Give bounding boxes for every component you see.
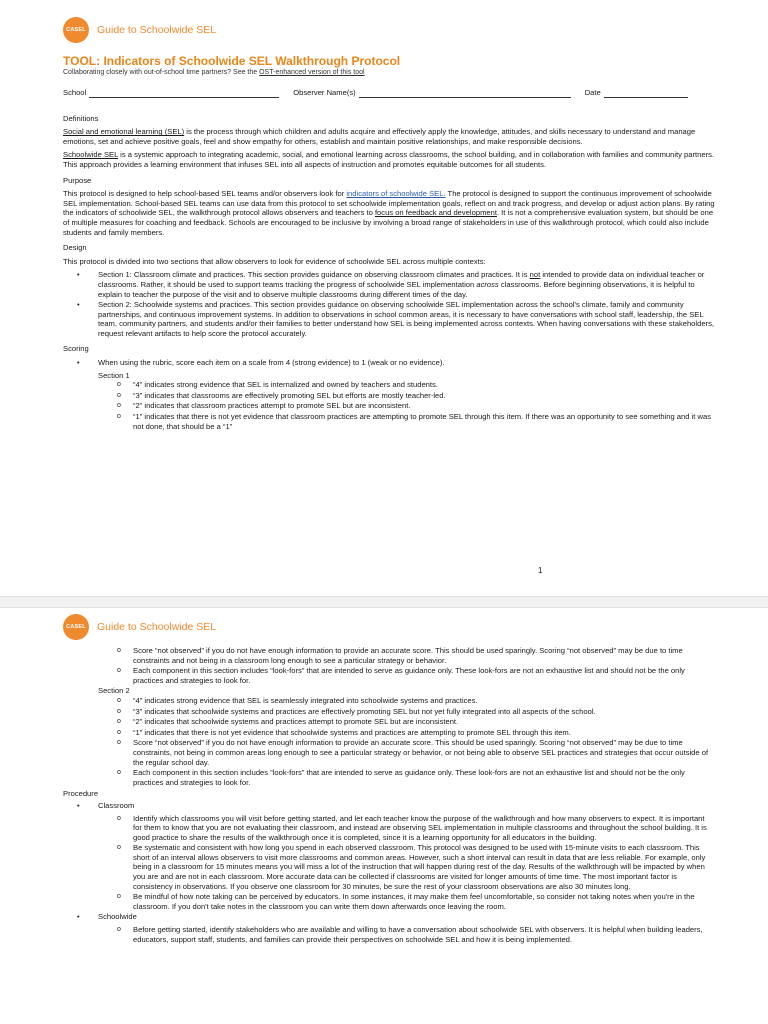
score-3-item: o “3” indicates that classrooms are effectively promoting SEL but efforts are mostly teacher-led. xyxy=(63,391,715,401)
design-section-1: • Section 1: Classroom climate and practices. This section provides guidance on observing classroom climates and practices. It is not intended to provide data on individual teacher or classrooms. Rather, it should be used to support teams tracking the progress of schoolwide SEL implementation across classrooms. Before beginning observations, it is helpful to explain to teacher the purpose of the visit and to observe multiple classrooms during different times of the day. xyxy=(63,270,715,299)
page-separator xyxy=(0,596,768,608)
scoring-list xyxy=(63,358,715,368)
s2-not-observed-item: o Score “not observed” if you do not have enough information to provide an accurate score. This should be used sparingly. Scoring “not observed” may be due to time constraints, not being in common areas long enough to see a particular strategy or behavior, or not being able to observe SEL practices and strategies that occur outside of the regular school day. xyxy=(63,738,715,767)
tool-title: TOOL: Indicators of Schoolwide SEL Walkthrough Protocol xyxy=(63,54,401,68)
date-field[interactable]: Date xyxy=(585,88,688,98)
page-header xyxy=(63,614,216,640)
procedure-classroom: • Classroom xyxy=(63,801,715,811)
classroom-steps-list xyxy=(63,814,715,912)
score-1-item: o “1” indicates that there is not yet evidence that classroom practices are attempting to promote SEL through this item. If there was an opportunity to see something and it was not done, that should be a “1” xyxy=(63,412,715,431)
ost-version-link[interactable]: OST-enhanced version of this tool xyxy=(259,69,365,76)
look-fors-item: o Each component in this section includes “look-fors” that are intended to serve as guidance only. These look-fors are not an exhaustive list and should not be the only practices and strategies to look for. xyxy=(63,666,715,685)
s2-look-fors-item: o Each component in this section includes “look-fors” that are intended to serve as guidance only. These look-fors are not an exhaustive list and should not be the only practices and strategies to look for. xyxy=(63,768,715,787)
procedure-list-2 xyxy=(63,912,715,922)
design-list xyxy=(63,270,715,338)
scoring-heading: Scoring xyxy=(63,344,89,354)
scoring-scale-item: • When using the rubric, score each item on a scale from 4 (strong evidence) to 1 (weak or no evidence). xyxy=(63,358,715,368)
purpose-text: This protocol is designed to help school-based SEL teams and/or observers look for indicators of schoolwide SEL. The protocol is designed to support the continuous improvement of schoolwide SEL implementation. School-based SEL teams can use data from this protocol to set schoolwide implementation goals, reflect on and track progress, and develop or adjust action plans. By rating the indicators of schoolwide SEL, the walkthrough protocol allows observers and teachers to focus on feedback and development. It is not a comprehensive evaluation system, but should be one of multiple measures for coaching and feedback. Schools are encouraged to be inclusive by involving a broad range of stakeholders in use of this walkthrough protocol, which could also include students and family members. xyxy=(63,189,715,237)
s2-score-2-item: o “2” indicates that schoolwide systems and practices attempt to promote SEL but are inconsistent. xyxy=(63,717,715,727)
s2-score-4-item: o “4” indicates strong evidence that SEL is seamlessly integrated into schoolwide systems and practices. xyxy=(63,696,715,706)
tool-subtitle: Collaborating closely with out-of-school time partners? See the OST-enhanced version of this tool xyxy=(63,69,365,76)
casel-logo: CASEL xyxy=(63,17,89,43)
header-title: Guide to Schoolwide SEL xyxy=(97,621,217,633)
header-title: Guide to Schoolwide SEL xyxy=(97,24,217,36)
not-observed-item: o Score “not observed” if you do not have enough information to provide an accurate score. This should be used sparingly. Scoring “not observed” may be due to time constraints and not being in a classroom long enough to see a particular strategy or behavior. xyxy=(63,646,715,665)
indicators-link[interactable]: indicators of schoolwide SEL. xyxy=(346,189,446,199)
design-section-2: • Section 2: Schoolwide systems and practices. This section provides guidance on observing schoolwide SEL implementation across the school's climate, family and community partnerships, and continuous improvement systems. In addition to observations in school common areas, it is necessary to have conversations with school staff, leadership, the SEL team, community partners, and students and/or their families to better understand how SEL is being implemented across contexts. When having conversations with these stakeholders, request relevant artifacts to help score the protocol accurately. xyxy=(63,300,715,338)
sel-definition: Social and emotional learning (SEL) is the process through which children and adults acquire and effectively apply the knowledge, attitudes, and skills necessary to understand and manage emotions, set and achieve positive goals, feel and show empathy for others, establish and maintain positive relationships, and make responsible decisions. xyxy=(63,127,696,146)
purpose-heading: Purpose xyxy=(63,175,92,185)
page-2-content xyxy=(63,646,715,945)
schoolwide-sel-definition: Schoolwide SEL is a systemic approach to integrating academic, social, and emotional learning across classrooms, the school building, and in collaboration with families and community partners. This approach provides a learning environment that infuses SEL into all aspects of instruction and promotes equitable outcomes for all students. xyxy=(63,150,715,169)
classroom-step-3: o Be mindful of how note taking can be perceived by educators. In some instances, it may make them feel uncomfortable, so consider not taking notes when you're in the classroom. If you don't take notes in the classroom you can write them down afterwards once leaving the room. xyxy=(63,892,715,911)
section-1-label: Section 1 xyxy=(98,370,130,380)
s2-score-1-item: o “1” indicates that there is not yet evidence that schoolwide systems and practices are attempting to promote SEL through this item. xyxy=(63,728,715,738)
classroom-step-1: o Identify which classrooms you will visit before getting started, and let each teacher know the purpose of the walkthrough and how many observers to expect. It is important for them to know that you are not evaluating their classroom, and instead are observing SEL implementation in multiple classrooms and throughout the school building. It is good practice to share the results of the walkthrough once it is completed, since it is a learning opportunity for all educators in the building. xyxy=(63,814,715,843)
form-fields xyxy=(63,88,715,98)
section-2-label: Section 2 xyxy=(98,686,130,696)
procedure-schoolwide: • Schoolwide xyxy=(63,912,715,922)
s2-score-3-item: o “3” indicates that schoolwide systems and practices are effectively promoting SEL but not yet fully integrated into all aspects of the school. xyxy=(63,707,715,717)
section-2-score-list xyxy=(63,696,715,787)
section-1-score-list xyxy=(63,380,715,431)
definitions-heading: Definitions xyxy=(63,113,99,123)
page-header xyxy=(63,17,216,43)
schoolwide-steps-list xyxy=(63,925,715,944)
school-field[interactable]: School xyxy=(63,88,279,98)
design-intro: This protocol is divided into two sections that allow observers to look for evidence of schoolwide SEL across multiple contexts: xyxy=(63,256,486,266)
procedure-heading: Procedure xyxy=(63,789,99,799)
score-2-item: o “2” indicates that classroom practices attempt to promote SEL but are inconsistent. xyxy=(63,401,715,411)
page-1-content xyxy=(63,54,715,432)
section-1-additional-list xyxy=(63,646,715,685)
design-heading: Design xyxy=(63,243,87,253)
classroom-step-2: o Be systematic and consistent with how long you spend in each observed classroom. This protocol was designed to be used with 15-minute visits to each classroom. This short of an interval allows observers to visit more classrooms and common areas. However, such a short interval can result in data that are less reliable. For example, only being in a classroom for 15 minutes means you will miss a lot of the instruction that will happen during rest of the day. Results of the walkthrough will be impacted by when you are and are not in each classroom. More accurate data can be collected if classrooms are visited for longer amounts of time time. The most important factor is consistency in observations. If you observe one classroom for 30 minutes, be sure the rest of your classroom observations are also 30 minutes long. xyxy=(63,843,715,891)
schoolwide-step-1: o Before getting started, identify stakeholders who are available and willing to have a conversation about schoolwide SEL with observers. It is helpful when building leaders, educators, support staff, students, and families can provide their perspectives on schoolwide SEL and how it is being implemented. xyxy=(63,925,715,944)
observer-field[interactable]: Observer Name(s) xyxy=(293,88,570,98)
procedure-list xyxy=(63,801,715,811)
page-number: 1 xyxy=(538,566,543,575)
score-4-item: o “4” indicates strong evidence that SEL is internalized and owned by teachers and students. xyxy=(63,380,715,390)
document-page-2 xyxy=(0,608,768,1024)
casel-logo: CASEL xyxy=(63,614,89,640)
